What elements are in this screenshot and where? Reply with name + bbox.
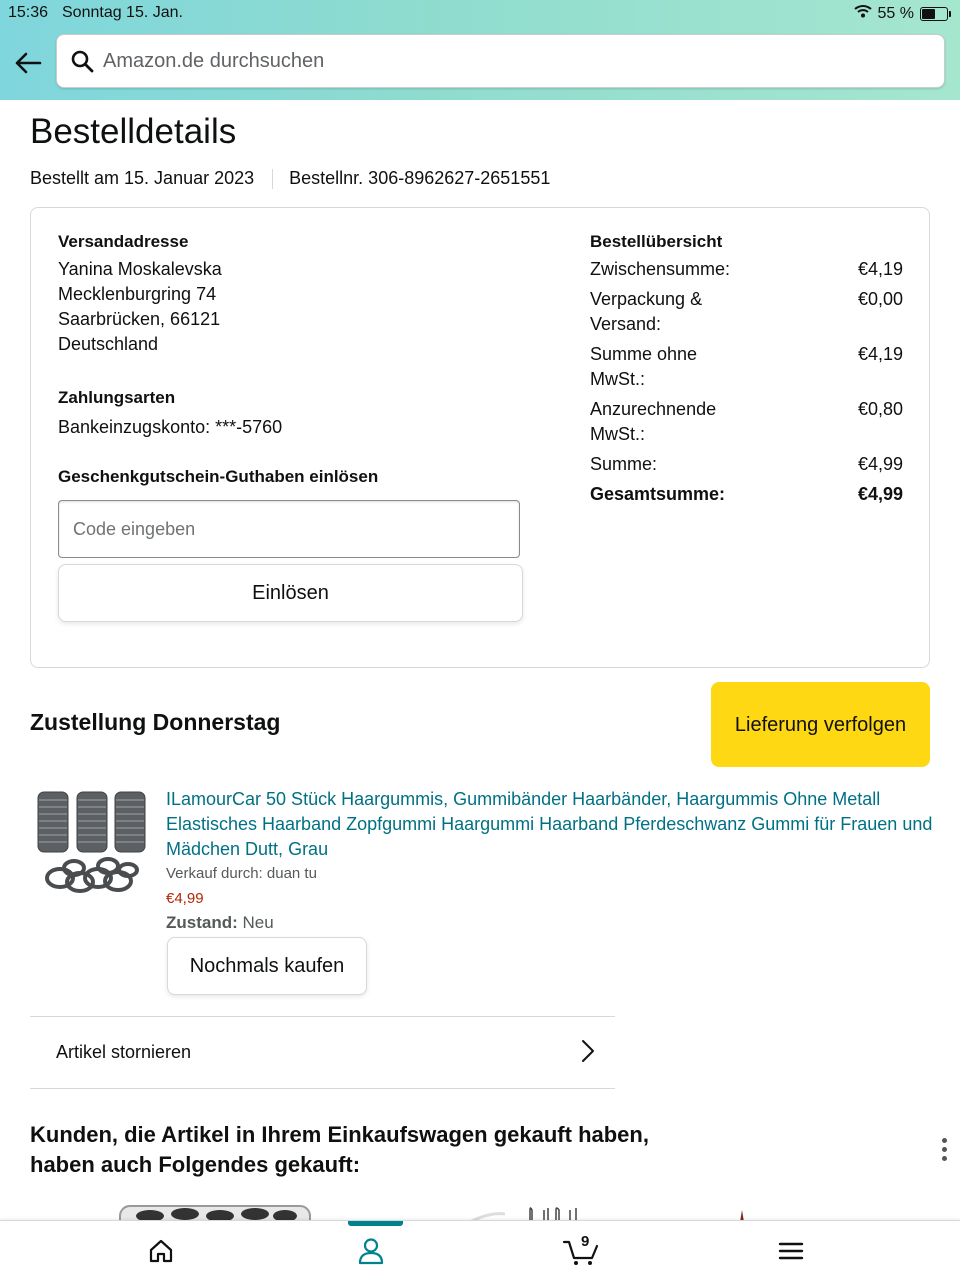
status-date: Sonntag 15. Jan.: [62, 4, 183, 21]
seller-info: Verkauf durch: duan tu: [166, 865, 317, 882]
battery-icon: [920, 7, 948, 21]
overview-value: €4,19: [857, 259, 903, 279]
address-line: Mecklenburgring 74: [58, 284, 217, 304]
shipping-address: [58, 232, 222, 357]
chevron-right-icon: [581, 1039, 595, 1063]
overview-label: Summe ohne MwSt.:: [590, 344, 698, 389]
condition-value: Neu: [242, 913, 274, 932]
nav-cart[interactable]: [531, 1221, 631, 1280]
gift-card-heading: Geschenkgutschein-Guthaben einlösen: [58, 467, 379, 486]
overview-label: Zwischensumme:: [590, 259, 731, 279]
delivery-title: Zustellung Donnerstag: [30, 709, 281, 735]
status-bar: [0, 0, 960, 26]
condition-label: Zustand:: [166, 913, 238, 932]
status-indicators: [854, 4, 948, 23]
payment-method: Bankeinzugskonto: ***-5760: [58, 417, 283, 437]
search-bar[interactable]: [56, 34, 945, 88]
overview-row: [590, 287, 903, 337]
product-condition: [166, 913, 274, 933]
buy-again-button[interactable]: Nochmals kaufen: [167, 937, 367, 995]
recommendations-title: Kunden, die Artikel in Ihrem Einkaufswagen gekauft haben, haben auch Folgendes gekauft:: [30, 1122, 649, 1177]
cancel-item-row[interactable]: [30, 1017, 615, 1088]
order-summary-card: [30, 207, 930, 668]
order-meta: [30, 168, 550, 189]
back-arrow-icon: [14, 51, 42, 75]
order-date: Bestellt am 15. Januar 2023: [30, 168, 255, 188]
battery-fill: [922, 9, 935, 19]
product-title-link[interactable]: ILamourCar 50 Stück Haargummis, Gummibänder Haarbänder, Haargummis Ohne Metall Elastisches Haarband Zopfgummi Haargummi Haarband Pferdeschwanz Gummi für Frauen und Mädchen Dutt, Grau: [166, 789, 933, 859]
meta-divider: [272, 169, 273, 189]
order-number: Bestellnr. 306-8962627-2651551: [289, 168, 551, 188]
recommendation-carousel[interactable]: [0, 1198, 960, 1222]
overview-row: [590, 397, 903, 447]
payment-methods: [58, 386, 282, 440]
total-label: Gesamtsumme:: [590, 484, 726, 504]
address-line: Saarbrücken, 66121: [58, 309, 221, 329]
search-icon: [69, 48, 95, 74]
cancel-item-label: Artikel stornieren: [56, 1042, 192, 1062]
divider: [30, 1088, 615, 1089]
overview-label: Verpackung & Versand:: [590, 289, 703, 334]
account-icon: [358, 1237, 384, 1265]
overview-label: Anzurechnende MwSt.:: [590, 399, 717, 444]
recommendation-thumbnails: [0, 1198, 960, 1222]
overview-label: Summe:: [590, 454, 658, 474]
nav-account[interactable]: [321, 1221, 421, 1280]
overview-value: €0,00: [857, 289, 903, 309]
hair-ties-image: [34, 786, 150, 902]
overview-total-row: [590, 482, 903, 507]
menu-icon: [778, 1241, 804, 1261]
gift-code-input[interactable]: [58, 500, 520, 558]
product-image[interactable]: [34, 786, 150, 902]
wifi-icon: [854, 4, 872, 23]
battery-percent: 55 %: [877, 4, 914, 22]
overview-row: [590, 342, 903, 392]
total-value: €4,99: [857, 484, 903, 504]
overview-row: [590, 257, 903, 282]
overview-row: [590, 452, 903, 477]
nav-home[interactable]: [111, 1221, 211, 1280]
payment-heading: Zahlungsarten: [58, 388, 176, 407]
search-input[interactable]: [103, 50, 923, 73]
page-title: Bestelldetails: [30, 112, 237, 151]
status-time: 15:36: [8, 4, 49, 21]
bottom-navigation: [0, 1220, 960, 1280]
overview-heading: Bestellübersicht: [590, 232, 723, 251]
back-button[interactable]: [12, 48, 44, 78]
address-line: Yanina Moskalevska: [58, 259, 222, 279]
cart-count-badge: 9: [581, 1233, 590, 1250]
nav-menu[interactable]: [741, 1221, 841, 1280]
redeem-button[interactable]: Einlösen: [58, 564, 523, 622]
address-line: Deutschland: [58, 334, 159, 354]
overview-value: €4,19: [857, 344, 903, 364]
kebab-dot: [942, 1147, 947, 1152]
home-icon: [148, 1238, 174, 1264]
overview-value: €4,99: [857, 454, 903, 474]
more-options-icon[interactable]: [936, 1138, 952, 1168]
order-overview: [590, 232, 903, 512]
shipping-heading: Versandadresse: [58, 232, 189, 251]
app-header: [0, 0, 960, 100]
overview-value: €0,80: [857, 399, 903, 419]
product-price: €4,99: [166, 890, 204, 907]
kebab-dot: [942, 1138, 947, 1143]
track-package-button[interactable]: Lieferung verfolgen: [711, 682, 930, 767]
kebab-dot: [942, 1156, 947, 1161]
